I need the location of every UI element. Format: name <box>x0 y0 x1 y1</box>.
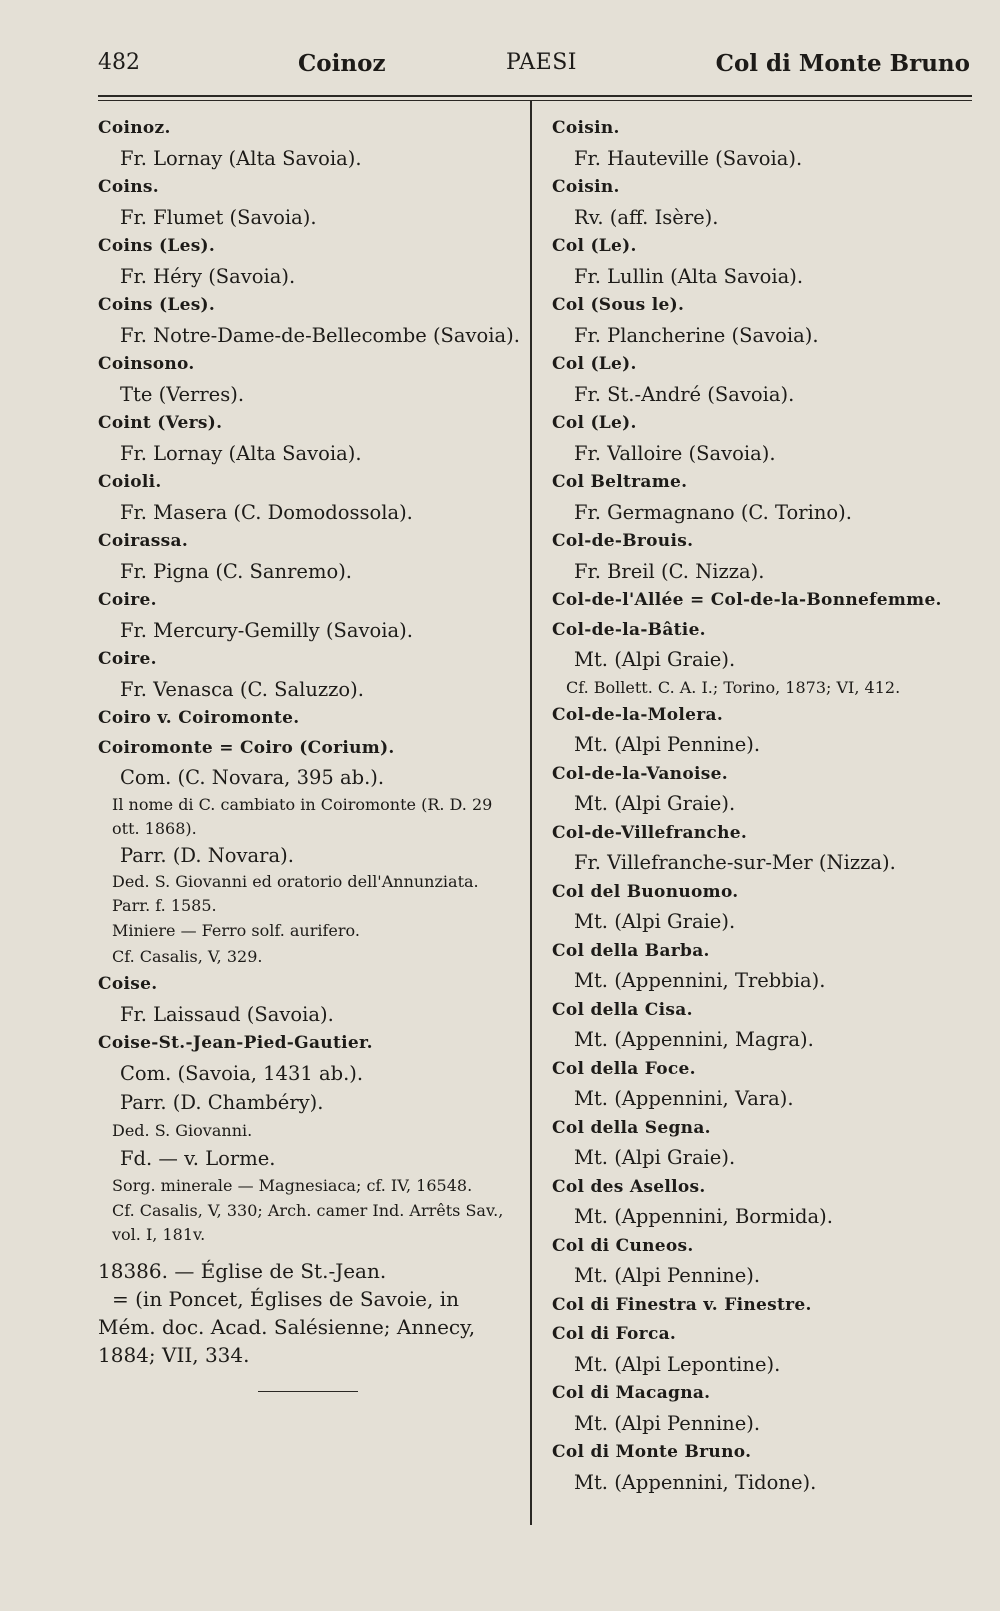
gazetteer-entry <box>552 1379 972 1438</box>
right-running-head: Col di Monte Bruno <box>715 50 970 77</box>
entry-heading: Col-de-la-Molera. <box>552 704 724 725</box>
entry-heading: Col della Foce. <box>552 1058 696 1079</box>
entry-detail: Fr. Pigna (C. Sanremo). <box>120 559 353 583</box>
gazetteer-entry <box>552 616 972 675</box>
header-rule <box>98 95 972 97</box>
entry-heading: Col-de-la-Vanoise. <box>552 763 728 784</box>
entry-heading: Coioli. <box>98 472 162 492</box>
reference-line: 1884; VII, 334. <box>98 1343 250 1367</box>
left-column <box>98 114 518 1392</box>
entry-detail: Mt. (Appennini, Trebbia). <box>574 969 826 992</box>
entry-note: Cf. Casalis, V, 330; Arch. camer Ind. Arrêts Sav., vol. I, 181v. <box>112 1201 504 1244</box>
entry-detail: Mt. (Alpi Graie). <box>574 910 736 933</box>
entry-detail: Tte (Verres). <box>120 382 245 406</box>
gazetteer-entry <box>552 878 972 937</box>
entry-heading: Col Beltrame. <box>552 472 688 492</box>
entry-heading: Col-de-Brouis. <box>552 531 694 551</box>
entry-detail: Fr. Notre-Dame-de-Bellecombe (Savoia). <box>120 323 520 347</box>
gazetteer-entry <box>98 232 518 291</box>
entry-heading: Col della Barba. <box>552 940 710 961</box>
gazetteer-entry <box>552 232 972 291</box>
entry-heading: Coins (Les). <box>98 236 216 256</box>
entry-detail: Fr. Mercury-Gemilly (Savoia). <box>120 618 413 642</box>
entry-detail: Fd. — v. Lorme. <box>120 1146 276 1170</box>
column-divider <box>530 100 532 1525</box>
gazetteer-entry <box>98 645 518 704</box>
entry-heading: Col-de-Villefranche. <box>552 822 748 843</box>
entry-detail: Fr. Plancherine (Savoia). <box>574 323 819 347</box>
entry-heading: Col della Cisa. <box>552 999 693 1020</box>
entry-heading: Coirassa. <box>98 531 189 551</box>
entry-heading: Col di Forca. <box>552 1324 677 1344</box>
gazetteer-entry <box>552 1232 972 1291</box>
gazetteer-entry <box>98 586 518 645</box>
entry-note: Cf. Casalis, V, 329. <box>112 947 263 966</box>
entry-detail: Fr. Hauteville (Savoia). <box>574 146 803 170</box>
entry-heading: Col (Sous le). <box>552 295 685 315</box>
entry-detail: Mt. (Alpi Graie). <box>574 792 736 815</box>
entry-heading: Coiro v. Coiromonte. <box>98 708 300 728</box>
entry-detail: Mt. (Alpi Pennine). <box>574 1264 761 1287</box>
entry-detail: Parr. (D. Novara). <box>120 843 294 867</box>
gazetteer-entry <box>98 527 518 586</box>
entry-heading: Col (Le). <box>552 354 637 374</box>
entry-heading: Coiromonte = Coiro (Corium). <box>98 737 395 758</box>
entry-heading: Coint (Vers). <box>98 413 223 433</box>
gazetteer-entry <box>552 701 972 760</box>
entry-detail: Fr. St.-André (Savoia). <box>574 382 795 406</box>
gazetteer-entry <box>98 468 518 527</box>
entry-detail: Fr. Masera (C. Domodossola). <box>120 500 413 524</box>
entry-heading: Col di Finestra v. Finestre. <box>552 1294 812 1315</box>
entry-detail: Fr. Héry (Savoia). <box>120 264 296 288</box>
entry-detail: Mt. (Alpi Graie). <box>574 1146 736 1169</box>
gazetteer-entry <box>552 586 972 616</box>
entry-note: Cf. Bollett. C. A. I.; Torino, 1873; VI, 412. <box>566 677 901 697</box>
gazetteer-entry <box>552 468 972 527</box>
gazetteer-entry <box>552 819 972 878</box>
entry-detail: Com. (Savoia, 1431 ab.). <box>120 1061 364 1085</box>
entry-note: Miniere — Ferro solf. aurifero. <box>112 921 360 940</box>
entry-detail: Fr. Germagnano (C. Torino). <box>574 500 852 524</box>
entry-detail: Fr. Flumet (Savoia). <box>120 205 317 229</box>
entry-detail: Fr. Lornay (Alta Savoia). <box>120 146 362 170</box>
gazetteer-entry <box>98 173 518 232</box>
gazetteer-entry <box>552 1320 972 1379</box>
entry-heading: Col des Asellos. <box>552 1176 706 1197</box>
entry-detail: Fr. Venasca (C. Saluzzo). <box>120 677 364 701</box>
gazetteer-entry <box>98 114 518 173</box>
gazetteer-entry <box>552 1438 972 1497</box>
page-number: 482 <box>98 50 140 75</box>
entry-note: Il nome di C. cambiato in Coiromonte (R. D. 29 ott. 1868). <box>112 794 493 838</box>
entry-detail: Mt. (Appennini, Tidone). <box>574 1470 817 1494</box>
entry-heading: Col-de-l'Allée = Col-de-la-Bonnefemme. <box>552 590 942 610</box>
left-running-head: Coinoz <box>298 50 386 77</box>
entry-note: Sorg. minerale — Magnesiaca; cf. IV, 16548. <box>112 1176 473 1195</box>
gazetteer-entry <box>552 291 972 350</box>
entry-heading: Coisin. <box>552 118 620 138</box>
entry-heading: Coire. <box>98 649 157 669</box>
entry-heading: Coise-St.-Jean-Pied-Gautier. <box>98 1033 373 1053</box>
gazetteer-entry <box>552 760 972 819</box>
entry-note: Ded. S. Giovanni ed oratorio dell'Annunziata. Parr. f. 1585. <box>112 872 479 915</box>
entry-detail: Fr. Breil (C. Nizza). <box>574 559 765 583</box>
entry-heading: Col di Monte Bruno. <box>552 1442 752 1462</box>
gazetteer-entry <box>552 114 972 173</box>
gazetteer-entry <box>98 704 518 734</box>
entry-detail: Mt. (Alpi Graie). <box>574 648 736 671</box>
gazetteer-entry <box>98 970 518 1029</box>
entry-heading: Col (Le). <box>552 236 637 256</box>
gazetteer-entry <box>552 409 972 468</box>
entry-detail: Parr. (D. Chambéry). <box>120 1091 324 1114</box>
entry-heading: Coire. <box>98 590 157 610</box>
entry-detail: Rv. (aff. Isère). <box>574 205 719 229</box>
entry-heading: Coinsono. <box>98 354 195 374</box>
entry-detail: Mt. (Appennini, Vara). <box>574 1087 794 1110</box>
reference-line: 18386. — Église de St.-Jean. <box>98 1259 387 1283</box>
gazetteer-entry <box>98 409 518 468</box>
entry-detail: Fr. Laissaud (Savoia). <box>120 1002 334 1026</box>
entry-detail: Fr. Valloire (Savoia). <box>574 441 776 465</box>
gazetteer-entry <box>98 1029 518 1118</box>
entry-note: Ded. S. Giovanni. <box>112 1120 253 1140</box>
gazetteer-entry <box>552 937 972 996</box>
entry-detail: Fr. Lullin (Alta Savoia). <box>574 264 804 288</box>
gazetteer-entry <box>98 350 518 409</box>
header-rule-thin <box>98 100 972 101</box>
gazetteer-entry <box>552 1114 972 1173</box>
gazetteer-entry <box>98 734 518 793</box>
entry-heading: Coins (Les). <box>98 295 216 315</box>
entry-heading: Col di Cuneos. <box>552 1235 694 1256</box>
entry-heading: Col (Le). <box>552 413 637 433</box>
entry-heading: Coise. <box>98 974 158 994</box>
entry-detail: Mt. (Appennini, Magra). <box>574 1028 814 1051</box>
section-title: PAESI <box>506 50 577 75</box>
entry-detail: Mt. (Alpi Pennine). <box>574 733 761 756</box>
entry-detail: Mt. (Appennini, Bormida). <box>574 1205 833 1228</box>
gazetteer-entry <box>552 1291 972 1321</box>
entry-detail: Com. (C. Novara, 395 ab.). <box>120 766 385 789</box>
entry-detail: Mt. (Alpi Pennine). <box>574 1411 761 1435</box>
gazetteer-entry <box>552 527 972 586</box>
document-reference <box>98 1247 518 1369</box>
entry-detail: Fr. Villefranche-sur-Mer (Nizza). <box>574 851 896 874</box>
section-end-rule <box>258 1391 358 1392</box>
entry-heading: Col-de-la-Bâtie. <box>552 619 706 640</box>
entry-heading: Coisin. <box>552 177 620 197</box>
entry-heading: Coinoz. <box>98 118 171 138</box>
reference-line: = (in Poncet, Églises de Savoie, in <box>112 1287 460 1311</box>
reference-line: Mém. doc. Acad. Salésienne; Annecy, <box>98 1315 476 1339</box>
gazetteer-entry <box>98 291 518 350</box>
entry-heading: Col di Macagna. <box>552 1383 711 1403</box>
entry-detail: Fr. Lornay (Alta Savoia). <box>120 441 362 465</box>
gazetteer-entry <box>552 173 972 232</box>
right-column <box>552 114 972 1497</box>
entry-heading: Col del Buonuomo. <box>552 881 739 902</box>
entry-heading: Coins. <box>98 177 159 197</box>
gazetteer-entry <box>552 996 972 1055</box>
entry-detail: Mt. (Alpi Lepontine). <box>574 1352 781 1376</box>
gazetteer-entry <box>552 350 972 409</box>
entry-heading: Col della Segna. <box>552 1117 711 1138</box>
gazetteer-entry <box>552 1055 972 1114</box>
running-header <box>98 44 970 88</box>
gazetteer-entry <box>552 1173 972 1232</box>
